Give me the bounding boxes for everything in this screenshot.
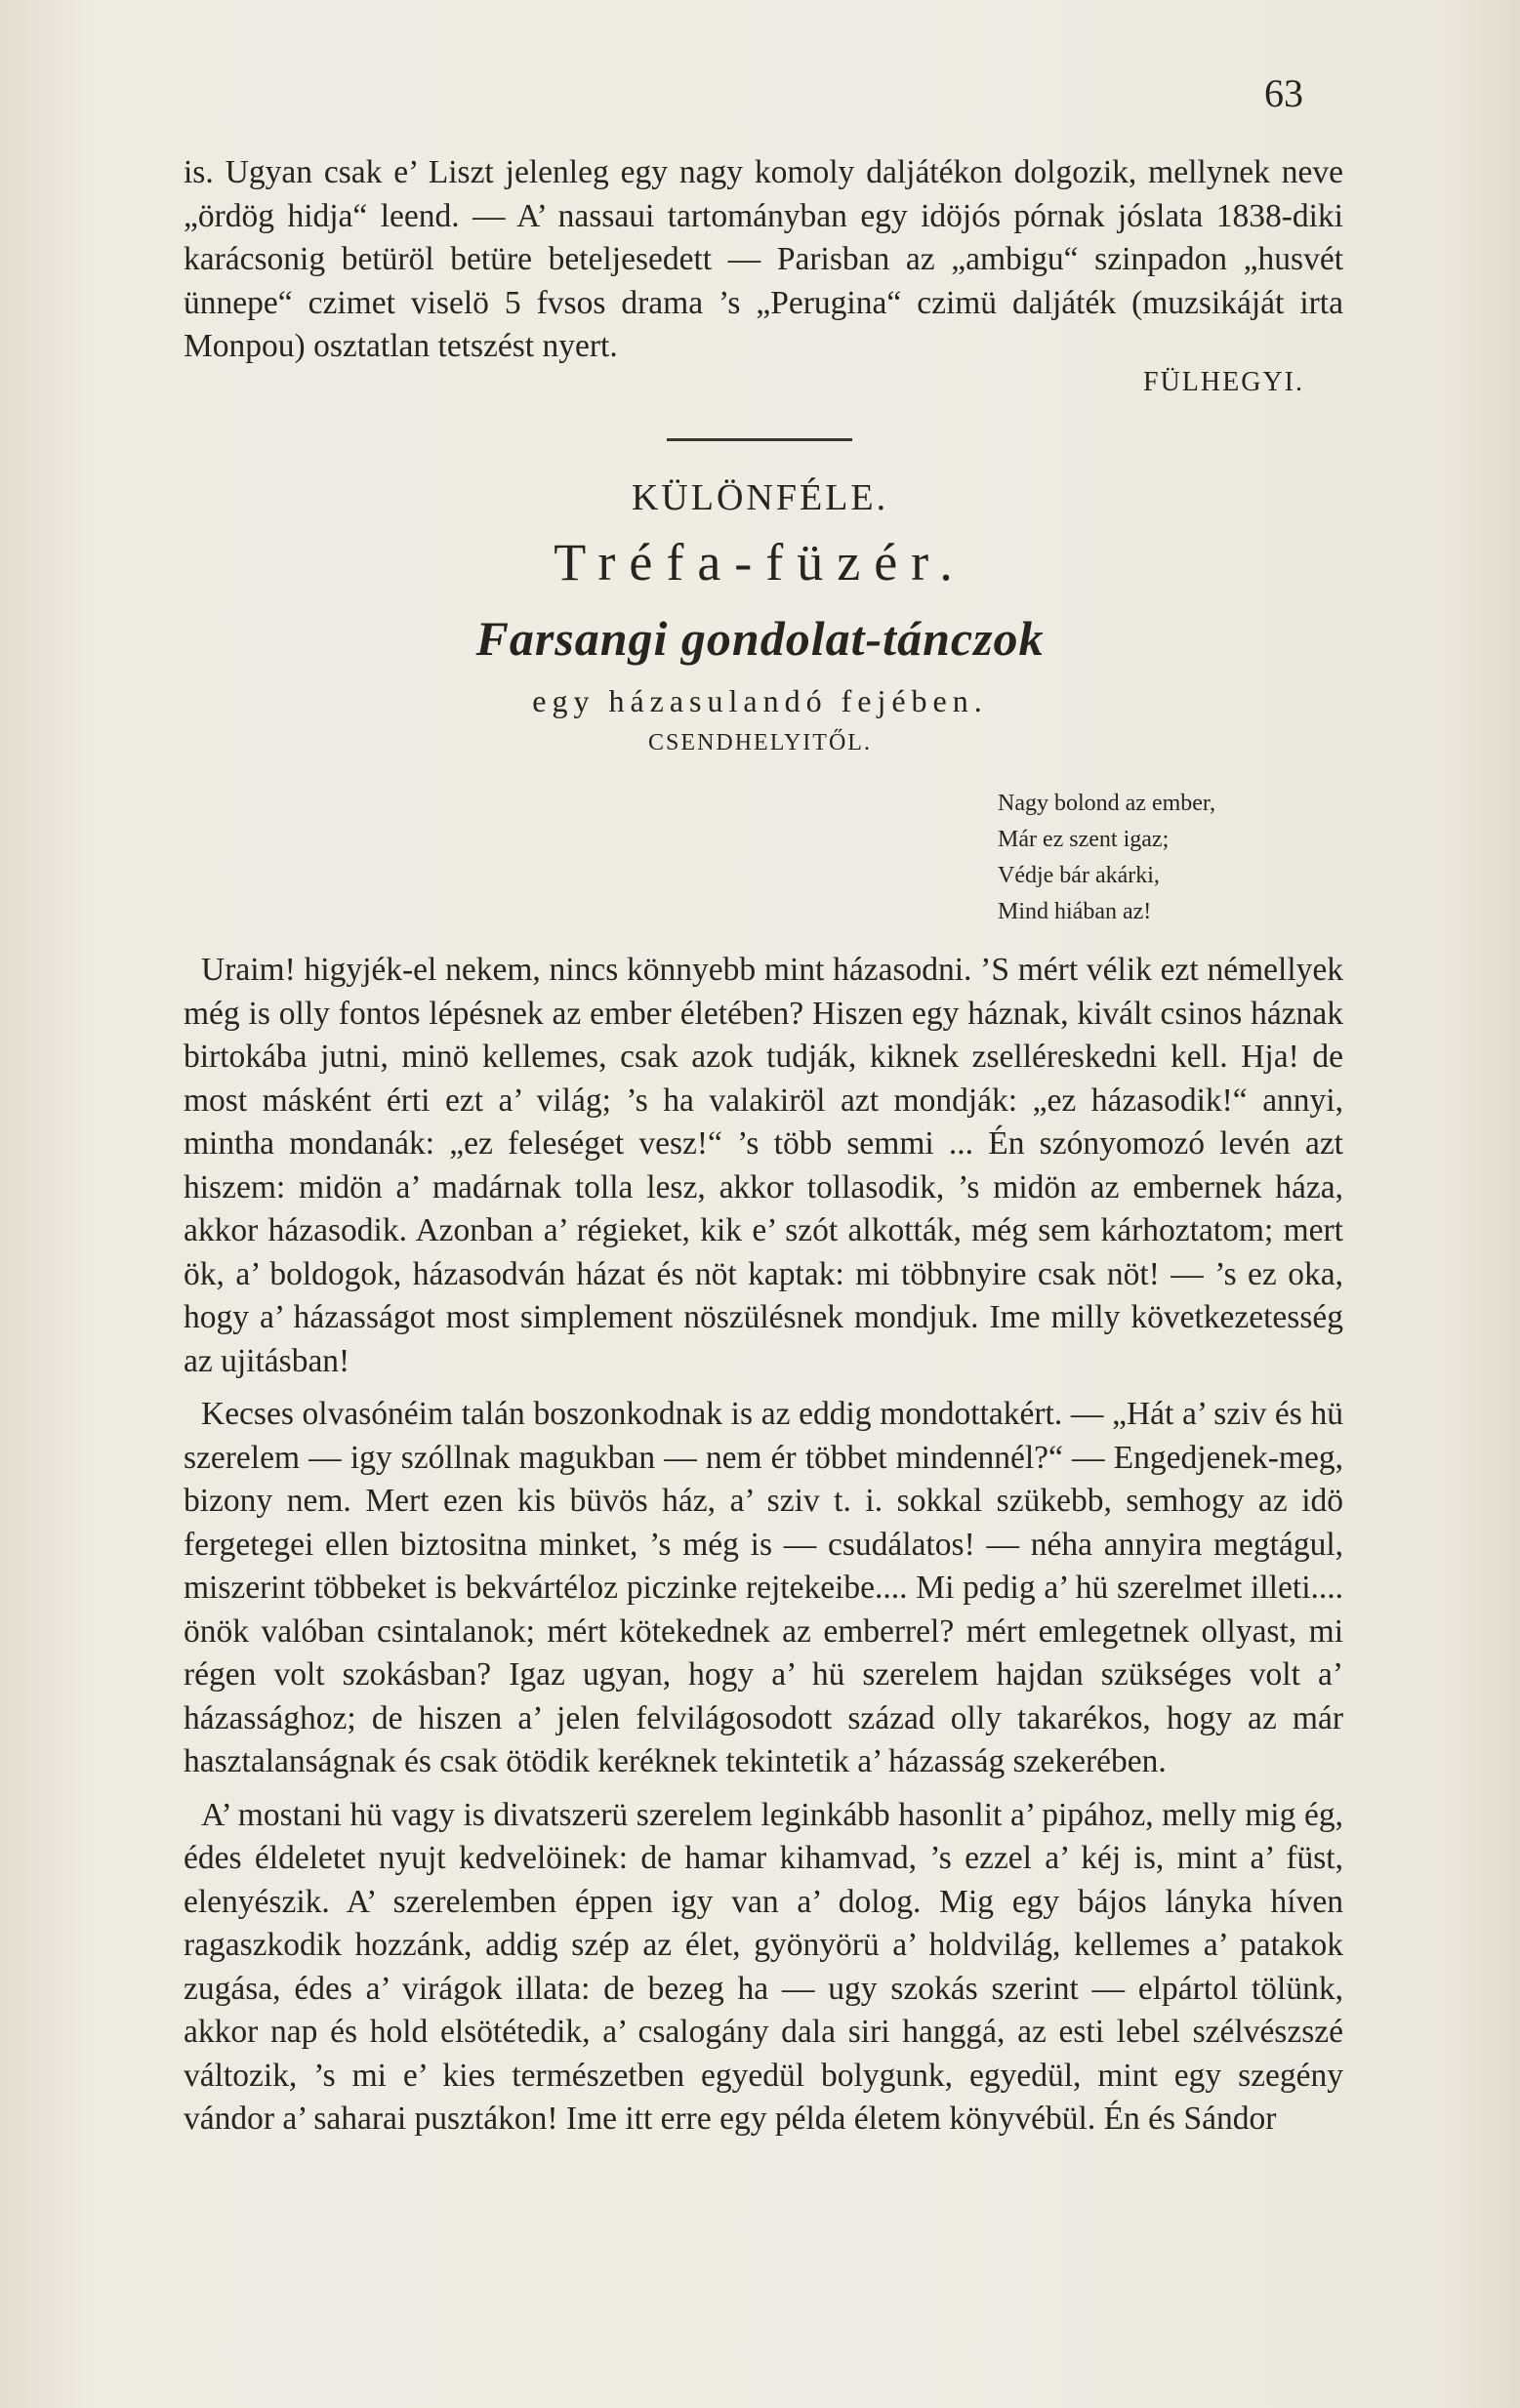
article-title: Tréfa-füzér. bbox=[554, 533, 966, 592]
article-author: CSENDHELYITŐL. bbox=[648, 730, 872, 755]
section-divider bbox=[667, 438, 852, 441]
page-number: 63 bbox=[1264, 71, 1303, 115]
article-subtitle: Farsangi gondolat-tánczok bbox=[475, 611, 1045, 666]
article-subtitle-2: egy házasulandó fejében. bbox=[532, 683, 988, 718]
body-paragraph-1: Uraim! higyjék-el nekem, nincs könnyebb mint házasodni. ’S mért vélik ezt némellyek még is olly fontos lépésnek az ember életében? Hiszen egy háznak, kivált csinos háznak birtokába jutni, minö kellemes, csak azok tudják, kiknek zselléreskedni kell. Hja! de most másként érti ezt a’ világ; ’s ha valakiröl azt mondják: „ez házasodik!“ annyi, mintha mondanák: „ez feleséget vesz!“ ’s több semmi ... Én szónyomozó levén azt hiszem: midön a’ madárnak tolla lesz, akkor tollasodik, ’s midön az embernek háza, akkor házasodik. Azonban a’ régieket, kik e’ szót alkották, még sem kárhoztatom; mert ök, a’ boldogok, házasodván házat és nöt kaptak: mi többnyire csak nöt! — ’s ez oka, hogy a’ házasságot most simplement nöszülésnek mondjuk. Ime milly következetesség az ujitásban! bbox=[184, 952, 1343, 1379]
verse-line: Nagy bolond az ember, bbox=[998, 791, 1215, 816]
section-heading: KÜLÖNFÉLE. bbox=[631, 477, 889, 518]
epigraph-verse bbox=[998, 786, 1215, 930]
top-signature: FÜLHEGYI. bbox=[1143, 366, 1304, 397]
verse-line: Már ez szent igaz; bbox=[998, 827, 1170, 852]
top-paragraph: is. Ugyan csak e’ Liszt jelenleg egy nagy komoly daljátékon dolgozik, mellynek neve „ördög hidja“ leend. — A’ nassaui tartományban egy idöjós pórnak jóslata 1838-diki karácsonig betüröl betüre beteljesedett — Parisban az „ambigu“ szinpadon „husvét ünnepe“ czimet viselö 5 fvsos drama ’s „Perugina“ czimü daljáték (muzsikáját irta Monpou) osztatlan tetszést nyert. bbox=[184, 154, 1343, 364]
verse-line: Mind hiában az! bbox=[998, 899, 1152, 924]
verse-line: Védje bár akárki, bbox=[998, 863, 1160, 888]
article-body bbox=[184, 949, 1343, 2142]
body-paragraph-3: A’ mostani hü vagy is divatszerü szerelem leginkább hasonlit a’ pipához, melly mig ég, édes éldeletet nyujt kedvelöinek: de hamar kihamvad, ’s ezzel a’ kéj is, mint a’ füst, elenyészik. A’ szerelemben éppen igy van a’ dolog. Mig egy bájos lányka híven ragaszkodik hozzánk, addig szép az élet, gyönyörü a’ holdvilág, kellemes a’ patakok zugása, édes a’ virágok illata: de bezeg ha — ugy szokás szerint — elpártol tölünk, akkor nap és hold elsötétedik, a’ csalogány dala siri hanggá, az esti lebel szélvészszé változik, ’s mi e’ kies természetben egyedül bolygunk, egyedül, mint egy szegény vándor a’ saharai pusztákon! Ime itt erre egy példa életem könyvébül. Én és Sándor bbox=[184, 1796, 1343, 2137]
top-article bbox=[184, 151, 1343, 404]
body-paragraph-2: Kecses olvasónéim talán boszonkodnak is az eddig mondottakért. — „Hát a’ sziv és hü szerelem — igy szóllnak magukban — nem ér többet mindennél?“ — Engedjenek-meg, bizony nem. Mert ezen kis büvös ház, a’ sziv t. i. sokkal szükebb, semhogy az idö fergetegei ellen biztositna minket, ’s még is — csudálatos! — néha annyira megtágul, miszerint többeket is bekvártéloz piczinke rejtekeibe.... Mi pedig a’ hü szerelmet illeti.... önök valóban csintalanok; mért kötekednek az emberrel? mért emlegetnek ollyast, mi régen volt szokásban? Igaz ugyan, hogy a’ hü szerelem hajdan szükséges volt a’ házassághoz; de hiszen a’ jelen felvilágosodott század olly takarékos, hogy az már hasztalanságnak és csak ötödik keréknek tekintetik a’ házasság szekerében. bbox=[184, 1396, 1343, 1779]
